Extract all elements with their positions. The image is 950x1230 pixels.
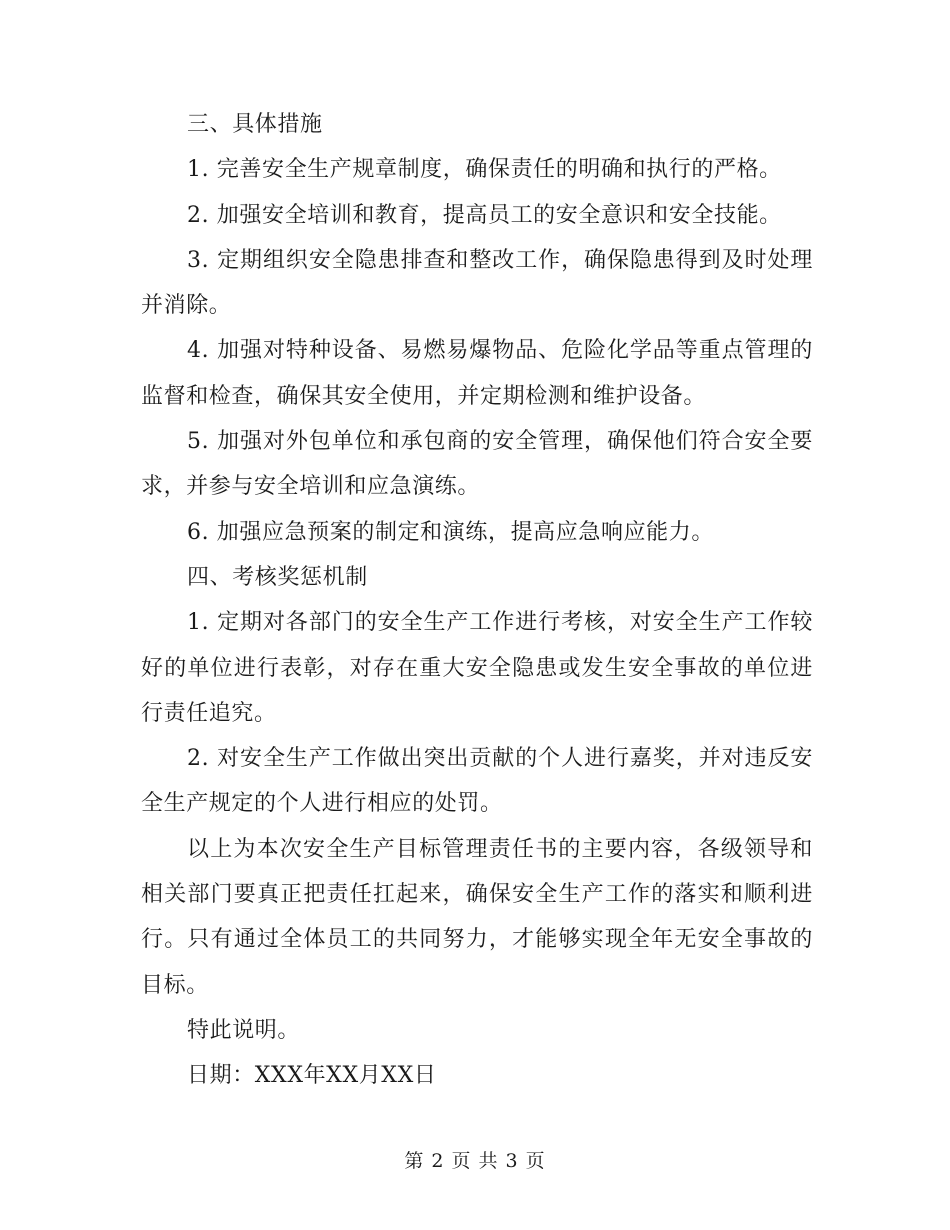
measure-item-1: 1. 完善安全生产规章制度，确保责任的明确和执行的严格。 [187,157,782,183]
measure-item-4: 4. 加强对特种设备、易燃易爆物品、危险化学品等重点管理的监督和检查，确保其安全使用，并定期检测和维护设备。 [141,338,813,409]
date-line: 日期：XXX年XX月XX日 [187,1063,437,1089]
section-heading-assessment: 四、考核奖惩机制 [187,564,368,590]
document-body [141,102,813,1099]
closing-paragraph: 以上为本次安全生产目标管理责任书的主要内容，各级领导和相关部门要真正把责任扛起来，确保安全生产工作的落实和顺利进行。只有通过全体员工的共同努力，才能够实现全年无安全事故的目标。 [141,836,813,998]
measure-item-5: 5. 加强对外包单位和承包商的安全管理，确保他们符合安全要求，并参与安全培训和应急演练。 [141,429,813,500]
assessment-item-2: 2. 对安全生产工作做出突出贡献的个人进行嘉奖，并对违反安全生产规定的个人进行相应的处罚。 [141,746,813,817]
page-number: 第 2 页 共 3 页 [404,1150,546,1172]
measure-item-6: 6. 加强应急预案的制定和演练，提高应急响应能力。 [187,519,714,545]
special-note: 特此说明。 [187,1017,301,1043]
assessment-item-1: 1. 定期对各部门的安全生产工作进行考核，对安全生产工作较好的单位进行表彰，对存在重大安全隐患或发生安全事故的单位进行责任追究。 [141,610,813,726]
measure-item-3: 3. 定期组织安全隐患排查和整改工作，确保隐患得到及时处理并消除。 [141,247,813,319]
measure-item-2: 2. 加强安全培训和教育，提高员工的安全意识和安全技能。 [187,202,782,228]
section-heading-measures: 三、具体措施 [187,112,323,137]
